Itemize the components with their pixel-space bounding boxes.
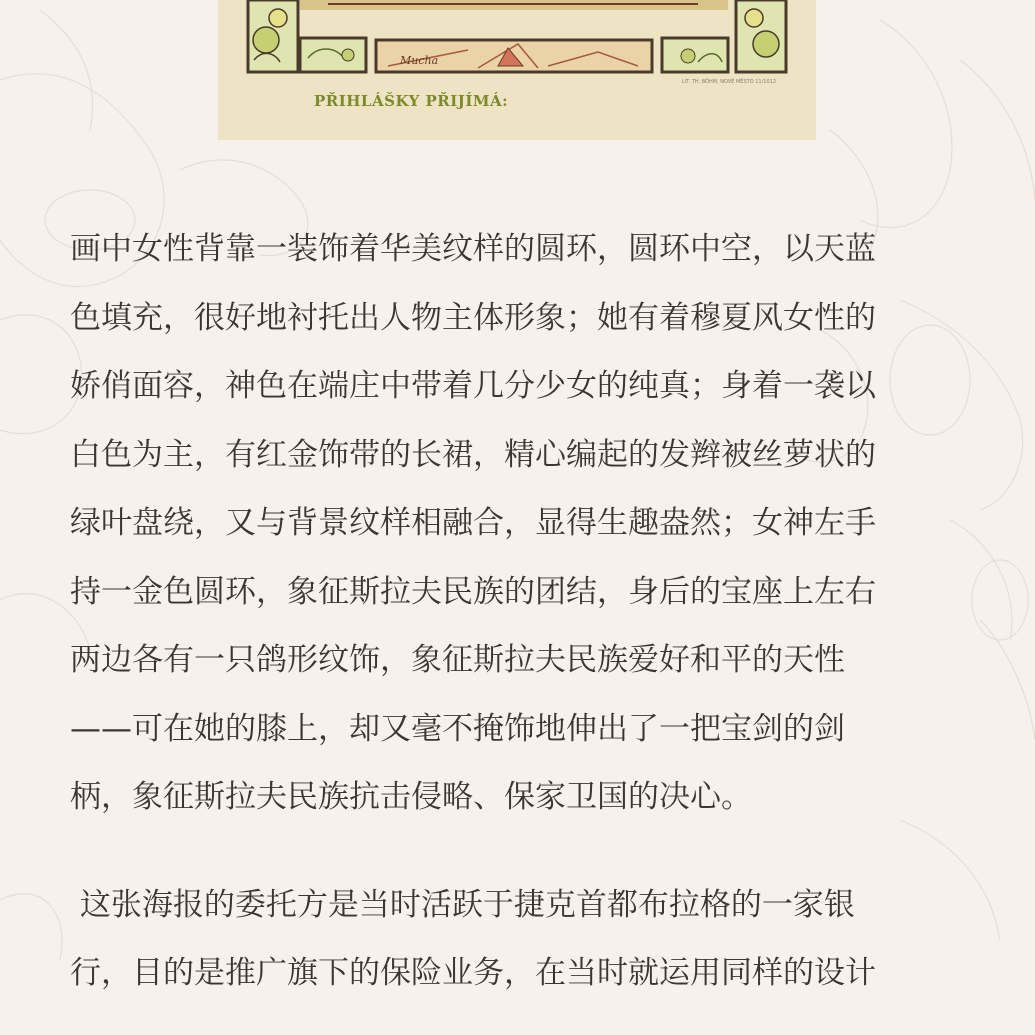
- text-line: 这张海报的委托方是当时活跃于捷克首都布拉格的一家银: [70, 886, 855, 923]
- paragraph-2: [70, 871, 970, 1008]
- text-line: ——可在她的膝上，却又毫不掩饰地伸出了一把宝剑的剑: [70, 710, 845, 747]
- text-line: 柄，象征斯拉夫民族抗击侵略、保家卫国的决心。: [70, 779, 752, 815]
- text-line: 绿叶盘绕，又与背景纹样相融合，显得生趣盎然；女神左手: [70, 505, 876, 541]
- text-line: 画中女性背靠一装饰着华美纹样的圆环，圆环中空，以天蓝: [70, 231, 876, 267]
- poster-image: [218, 0, 816, 140]
- poster-caption: PŘIHLÁŠKY PŘIJÍMÁ:: [314, 92, 509, 110]
- article-body: [70, 215, 970, 1008]
- paragraph-spacer: [70, 832, 970, 871]
- text-line: 两边各有一只鸽形纹饰，象征斯拉夫民族爱好和平的天性: [70, 642, 845, 678]
- text-line: 娇俏面容，神色在端庄中带着几分少女的纯真；身着一袭以: [70, 368, 876, 404]
- text-line: 持一金色圆环，象征斯拉夫民族的团结，身后的宝座上左右: [70, 573, 876, 610]
- text-line: 行，目的是推广旗下的保险业务，在当时就运用同样的设计: [70, 955, 876, 991]
- text-line: 色填充，很好地衬托出人物主体形象；她有着穆夏风女性的: [70, 299, 876, 336]
- paragraph-1: [70, 215, 970, 832]
- poster-imprint: LIT. TH. BÖHM, NOVÉ MĚSTO 11/1012: [681, 79, 776, 85]
- text-line: 白色为主，有红金饰带的长裙，精心编起的发辫被丝萝状的: [70, 436, 876, 473]
- poster-signature: Mucha: [400, 54, 439, 67]
- poster-artwork: [218, 0, 816, 140]
